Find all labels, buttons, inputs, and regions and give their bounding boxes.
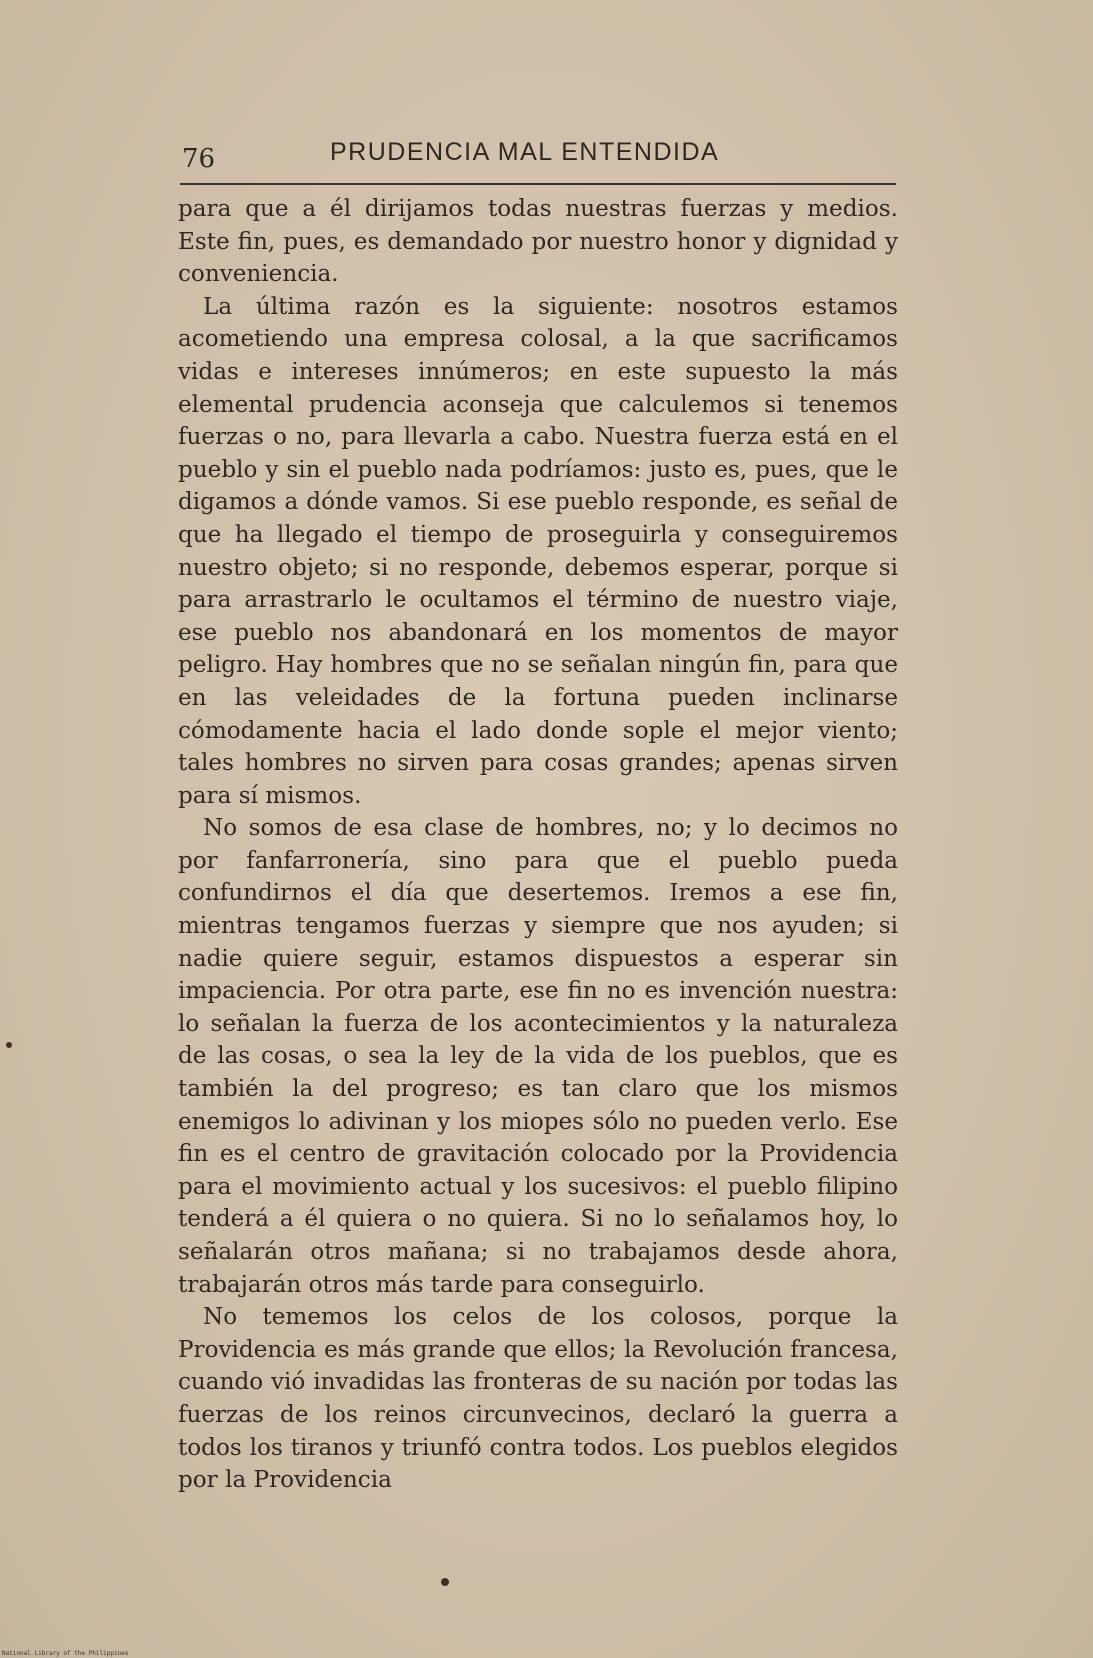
paragraph: No tememos los celos de los colosos, porque la Providencia es más grande que ellos; la Revolución francesa, cuando vió invadidas las fronteras de su nación por todas las fuerzas de los reinos circunvecinos, declaró la guerra a todos los tiranos y triunfó contra todos. Los pueblos elegidos por la Providencia bbox=[178, 1304, 898, 1494]
margin-speck bbox=[6, 1042, 12, 1048]
header-rule bbox=[180, 183, 896, 185]
paragraph: La última razón es la siguiente: nosotros estamos acometiendo una empresa colosal, a la que sacrificamos vidas e intereses innúmeros; en este supuesto la más elemental prudencia aconseja que calculemos si tenemos fuerzas o no, para llevarla a cabo. Nuestra fuerza está en el pueblo y sin el pueblo nada podríamos: justo es, pues, que le digamos a dónde vamos. Si ese pueblo responde, es señal de que ha llegado el tiempo de proseguirla y conseguiremos nuestro objeto; si no responde, debemos esperar, porque si para arrastrarlo le ocultamos el término de nuestro viaje, ese pueblo nos abandonará en los momentos de mayor peligro. Hay hombres que no se señalan ningún fin, para que en las veleidades de la fortuna pueden inclinarse cómodamente hacia el lado donde sople el mejor viento; tales hombres no sirven para cosas grandes; apenas sirven para sí mismos. bbox=[178, 293, 898, 809]
page-header bbox=[180, 138, 896, 178]
paragraph-continued: para que a él dirijamos todas nuestras fuerzas y medios. Este fin, pues, es demandado por nuestro honor y dignidad y conveniencia. bbox=[178, 196, 898, 288]
body-text bbox=[178, 193, 898, 1497]
bottom-speck bbox=[441, 1578, 449, 1586]
page-number: 76 bbox=[182, 144, 216, 174]
library-credit: National Library of the Philippines bbox=[2, 1650, 129, 1657]
paragraph: No somos de esa clase de hombres, no; y lo decimos no por fanfarronería, sino para que el pueblo pueda confundirnos el día que desertemos. Iremos a ese fin, mientras tengamos fuerzas y siempre que nos ayuden; si nadie quiere seguir, estamos dispuestos a esperar sin impaciencia. Por otra parte, ese fin no es invención nuestra: lo señalan la fuerza de los acontecimientos y la naturaleza de las cosas, o sea la ley de la vida de los pueblos, que es también la del progreso; es tan claro que los mismos enemigos lo adivinan y los miopes sólo no pueden verlo. Ese fin es el centro de gravitación colocado por la Providencia para el movimiento actual y los sucesivos: el pueblo filipino tenderá a él quiera o no quiera. Si no lo señalamos hoy, lo señalarán otros mañana; si no trabajamos desde ahora, trabajarán otros más tarde para conseguirlo. bbox=[178, 815, 898, 1298]
running-head-title: PRUDENCIA MAL ENTENDIDA bbox=[330, 138, 720, 166]
